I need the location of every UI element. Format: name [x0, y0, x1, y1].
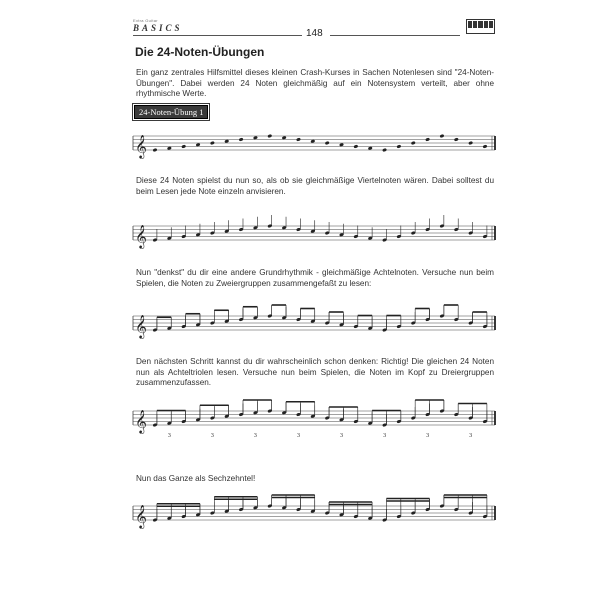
paragraph-intro: Ein ganz zentrales Hilfsmittel dieses kleinen Crash-Kurses in Sachen Notenlesen sind "24-Noten-Übungen". Dabei werden 24 Noten gleichmäßig auf ein Notensystem verteilt, aber ohne rhythmische Werte.	[136, 68, 494, 98]
treble-clef-icon: 𝄞	[135, 134, 147, 158]
page-title: Die 24-Noten-Übungen	[135, 45, 265, 59]
treble-clef-icon: 𝄞	[135, 314, 147, 338]
header-rule-right	[330, 35, 460, 36]
triplet-number: 3	[253, 433, 257, 439]
triplet-number: 3	[426, 433, 430, 439]
note-head	[468, 141, 473, 145]
note-head	[181, 144, 186, 148]
paragraph-triplets: Den nächsten Schritt kannst du dir wahrscheinlich schon denken: Richtig! Die gleichen 24 Noten nun als Achteltriolen lesen. Versuche nun beim Spielen, die Noten im Kopf zu Dreiergruppen zusammenzufassen.	[136, 357, 494, 387]
triplet-number: 3	[383, 433, 387, 439]
staff-eighth-notes	[133, 310, 495, 340]
triplet-number: 3	[469, 433, 473, 439]
note-head	[483, 144, 488, 148]
note-head	[153, 148, 158, 152]
page-number: 148	[306, 28, 323, 39]
header-rule-left	[133, 35, 302, 36]
staff-quarter-notes	[133, 220, 495, 250]
triplet-number: 3	[210, 433, 214, 439]
staff-triplet-notes	[133, 405, 495, 445]
treble-clef-icon: 𝄞	[135, 224, 147, 248]
note-head	[439, 134, 444, 138]
treble-clef-icon: 𝄞	[135, 409, 147, 433]
staff-noteheads	[133, 130, 495, 160]
header-series: BASICS	[133, 23, 183, 33]
note-head	[210, 141, 215, 145]
note-head	[353, 144, 358, 148]
note-head	[396, 144, 401, 148]
note-head	[411, 141, 416, 145]
staff-sixteenth-notes	[133, 500, 495, 540]
note-head	[296, 137, 301, 141]
note-head	[267, 134, 272, 138]
paragraph-sixteenths: Nun das Ganze als Sechzehntel!	[136, 474, 256, 483]
note-head	[325, 141, 330, 145]
exercise-label: 24-Noten-Übung 1	[134, 105, 208, 119]
note-head	[425, 137, 430, 141]
header-series-small: Extra Guitar	[133, 18, 158, 23]
note-head	[454, 137, 459, 141]
paragraph-eighths: Nun "denkst" du dir eine andere Grundrhythmik - gleichmäßige Achtelnoten. Versuche nun beim Spielen, die Noten zu Zweiergruppen zusammengefaßt zu lesen:	[136, 268, 494, 288]
triplet-number: 3	[296, 433, 300, 439]
triplet-number: 3	[167, 433, 171, 439]
treble-clef-icon: 𝄞	[135, 504, 147, 528]
note-head	[382, 148, 387, 152]
triplet-number: 3	[340, 433, 344, 439]
note-head	[239, 137, 244, 141]
paragraph-quarter: Diese 24 Noten spielst du nun so, als ob sie gleichmäßige Viertelnoten wären. Dabei solltest du beim Lesen jede Note einzeln anvisieren.	[136, 176, 494, 196]
keyboard-logo-icon	[466, 19, 495, 34]
